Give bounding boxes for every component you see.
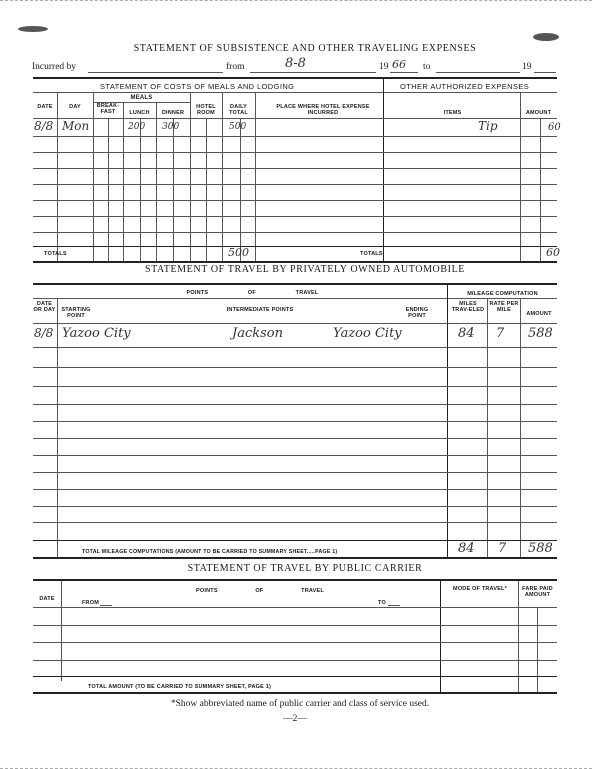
meals-top-border <box>33 77 557 79</box>
auto-row-date: 8/8 <box>34 326 54 340</box>
carrier-col-fare: FARE PAID AMOUNT <box>522 586 553 598</box>
punch-hole-left <box>18 26 48 32</box>
carrier-from-label: FROM <box>82 600 99 606</box>
carrier-col-mode: MODE OF TRAVEL* <box>453 586 507 592</box>
other-totals-label: TOTALS <box>360 251 383 257</box>
auto-total-label: TOTAL MILEAGE COMPUTATIONS (AMOUNT TO BE CARRIED TO SUMMARY SHEET.....PAGE 1) <box>82 549 338 555</box>
carrier-to-label: TO <box>378 600 386 606</box>
meals-totals-label: TOTALS <box>44 251 67 257</box>
to-line <box>436 72 520 73</box>
meal-row-date: 8/8 <box>34 119 54 133</box>
year-prefix-2: 19 <box>522 62 532 72</box>
auto-row-starting: Yazoo City <box>62 326 131 341</box>
carrier-footnote: *Show abbreviated name of public carrier and class of service used. <box>170 699 430 709</box>
auto-col-intermediate: INTERMEDIATE POINTS <box>226 307 294 313</box>
from-line <box>250 72 376 73</box>
auto-col-ending: ENDING POINT <box>405 307 429 319</box>
meal-row-day: Mon <box>62 119 90 133</box>
meal-row-dinner: 300 <box>162 122 180 132</box>
page-number: —2— <box>283 714 307 724</box>
col-hotel: HOTEL ROOM <box>196 104 216 116</box>
auto-points-of-travel: POINTS OF TRAVEL <box>186 290 319 296</box>
col-dinner: DINNER <box>161 110 185 116</box>
meal-row-daily-total: 500 <box>229 122 247 132</box>
year-line-1 <box>390 72 418 73</box>
year-prefix-1: 19 <box>379 62 389 72</box>
col-date: DATE <box>37 104 53 110</box>
meals-header-right: OTHER AUTHORIZED EXPENSES <box>400 82 530 91</box>
meal-row-items: Tip <box>478 119 498 133</box>
auto-row-ending: Yazoo City <box>333 326 402 341</box>
auto-total-rate: 7 <box>498 541 507 556</box>
col-amount: AMOUNT <box>525 110 552 116</box>
year-value: 66 <box>392 58 406 71</box>
auto-mileage-computation: MILEAGE COMPUTATION <box>467 291 538 297</box>
to-label: to <box>423 62 431 72</box>
form-title: STATEMENT OF SUBSISTENCE AND OTHER TRAVELING EXPENSES <box>133 43 477 54</box>
auto-title: STATEMENT OF TRAVEL BY PRIVATELY OWNED AUTOMOBILE <box>144 264 465 275</box>
auto-col-amount: AMOUNT <box>526 311 552 317</box>
auto-row-intermediate: Jackson <box>232 326 283 341</box>
from-label: from <box>226 62 245 72</box>
meal-row-lunch: 200 <box>128 122 146 132</box>
auto-total-amount: 588 <box>528 541 553 556</box>
meals-header-left: STATEMENT OF COSTS OF MEALS AND LODGING <box>100 82 295 91</box>
col-place: PLACE WHERE HOTEL EXPENSE INCURRED <box>276 104 370 116</box>
carrier-title: STATEMENT OF TRAVEL BY PUBLIC CARRIER <box>187 563 423 574</box>
col-items: ITEMS <box>443 110 462 116</box>
meals-group-label: MEALS <box>130 95 153 101</box>
col-lunch: LUNCH <box>129 110 150 116</box>
punch-hole-right <box>533 33 559 41</box>
incurred-by-label: Incurred by <box>32 62 77 72</box>
auto-col-rate: RATE PER MILE <box>489 301 519 313</box>
carrier-total-label: TOTAL AMOUNT (TO BE CARRIED TO SUMMARY SHEET, PAGE 1) <box>88 684 272 690</box>
incurred-by-line <box>88 72 223 73</box>
other-total-amount: 60 <box>546 246 560 259</box>
auto-col-miles: MILES TRAV-ELED <box>451 301 485 313</box>
auto-col-date: DATE OR DAY <box>33 301 56 313</box>
scan-edge-top <box>0 0 592 5</box>
scan-edge-bottom <box>0 758 592 769</box>
year-line-2 <box>534 72 556 73</box>
meal-row-amount: 60 <box>548 122 561 133</box>
col-day: DAY <box>69 104 81 110</box>
meals-total-daily: 500 <box>228 246 249 259</box>
auto-total-miles: 84 <box>458 541 475 556</box>
auto-row-miles: 84 <box>458 326 475 341</box>
auto-row-amount: 588 <box>528 326 553 341</box>
meals-header-rule <box>33 92 557 93</box>
carrier-col-date: DATE <box>39 596 55 602</box>
auto-col-starting: STARTING POINT <box>61 307 91 319</box>
auto-row-rate: 7 <box>496 326 505 341</box>
col-breakfast: BREAK-FAST <box>96 103 120 115</box>
carrier-points-of-travel: POINTS OF TRAVEL <box>196 588 324 594</box>
from-value: 8-8 <box>285 56 306 71</box>
col-daily: DAILY TOTAL <box>229 104 248 116</box>
